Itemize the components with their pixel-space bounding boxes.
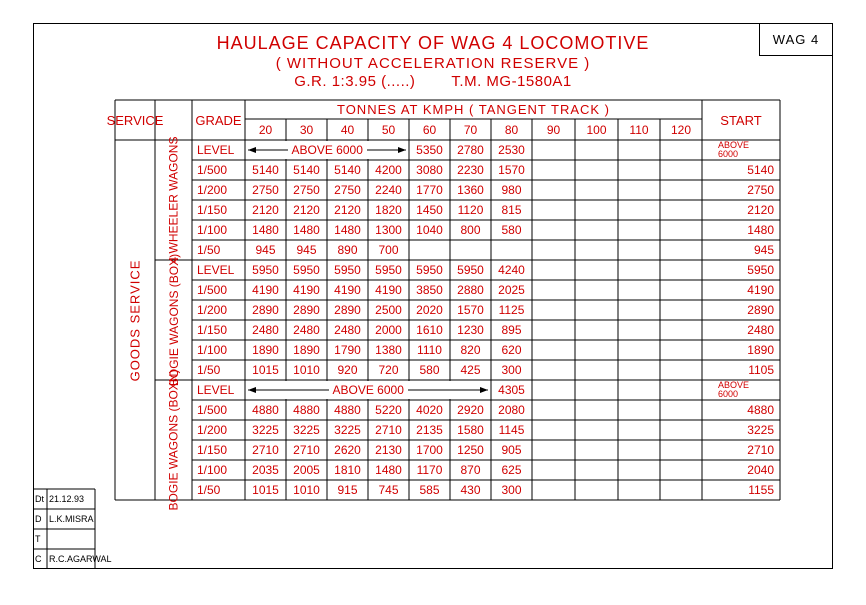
value-cell: 2780	[457, 143, 484, 157]
value-cell: 2120	[293, 203, 320, 217]
value-cell: 1170	[416, 463, 443, 477]
header-start: START	[720, 112, 762, 128]
start-cell: 945	[753, 243, 774, 257]
header-speed: 40	[340, 122, 355, 137]
value-cell: 2890	[293, 303, 320, 317]
grade-cell: LEVEL	[197, 383, 235, 397]
value-cell: 1015	[252, 363, 279, 377]
title-block-code: C	[35, 554, 42, 564]
value-cell: 5950	[334, 263, 361, 277]
value-cell: 980	[501, 183, 522, 197]
grade-cell: 1/500	[197, 403, 228, 417]
title-block-code: Dt	[35, 494, 44, 504]
start-cell	[702, 380, 780, 400]
value-cell: 1480	[293, 223, 320, 237]
grade-cell: 1/50	[197, 483, 221, 497]
value-cell: 1450	[416, 203, 443, 217]
service-label: GOODS SERVICE	[127, 259, 143, 381]
value-cell: 2710	[293, 443, 320, 457]
value-cell: 3225	[334, 423, 361, 437]
span-label: ABOVE 6000	[288, 144, 367, 156]
value-cell: 2710	[252, 443, 279, 457]
header-speed: 120	[670, 122, 692, 137]
value-cell: 800	[460, 223, 481, 237]
value-cell: 1250	[457, 443, 484, 457]
value-cell: 1570	[498, 163, 525, 177]
start-cell	[702, 140, 780, 160]
start-cell: 2750	[747, 183, 774, 197]
value-cell: 2020	[416, 303, 443, 317]
start-cell: 2040	[747, 463, 774, 477]
start-cell: 1155	[748, 483, 774, 497]
title-block-value: R.C.AGARWAL	[49, 554, 112, 564]
value-cell: 1360	[457, 183, 484, 197]
header-speed: 20	[258, 122, 273, 137]
group-label: BOGIE WAGONS (BOX)	[166, 253, 181, 387]
grade-cell: 1/200	[197, 303, 228, 317]
value-cell: 700	[378, 243, 399, 257]
value-cell: 1380	[375, 343, 402, 357]
value-cell: 4880	[334, 403, 361, 417]
header-tonnes: TONNES AT KMPH ( TANGENT TRACK )	[336, 102, 611, 117]
value-cell: 1480	[252, 223, 279, 237]
value-cell: 915	[337, 483, 358, 497]
value-cell: 2240	[375, 183, 402, 197]
value-cell: 2480	[293, 323, 320, 337]
value-cell: 1015	[252, 483, 279, 497]
header-speed: 60	[422, 122, 437, 137]
start-cell: 5140	[747, 163, 774, 177]
value-cell: 425	[460, 363, 481, 377]
value-cell: 5950	[293, 263, 320, 277]
value-cell: 620	[501, 343, 522, 357]
grade-cell: 1/150	[197, 443, 228, 457]
value-cell: 1300	[375, 223, 402, 237]
value-cell: 2025	[498, 283, 525, 297]
value-cell: 2890	[252, 303, 279, 317]
value-cell: 5950	[375, 263, 402, 277]
value-cell: 2750	[252, 183, 279, 197]
value-cell: 1790	[334, 343, 361, 357]
value-cell: 905	[501, 443, 522, 457]
header-grade: GRADE	[195, 112, 242, 128]
start-cell: 1480	[747, 223, 774, 237]
value-cell: 815	[501, 203, 522, 217]
value-cell: 890	[337, 243, 358, 257]
value-cell: 2530	[498, 143, 525, 157]
start-cell: 2890	[747, 303, 774, 317]
value-cell: 2890	[334, 303, 361, 317]
value-cell: 5950	[457, 263, 484, 277]
group-label: BOGIE WAGONS (BOXN)	[166, 369, 181, 511]
grade-cell: 1/200	[197, 423, 228, 437]
value-cell: 5140	[334, 163, 361, 177]
sheet-tag: WAG 4	[759, 23, 833, 56]
value-cell: 3225	[293, 423, 320, 437]
value-cell: 5350	[416, 143, 443, 157]
value-cell: 945	[255, 243, 276, 257]
value-cell: 580	[419, 363, 440, 377]
traction-motor: T.M. MG-1580A1	[451, 73, 572, 90]
value-cell: 1110	[417, 343, 442, 357]
value-cell: 2480	[334, 323, 361, 337]
grade-cell: 1/500	[197, 163, 228, 177]
value-cell: 625	[501, 463, 522, 477]
value-cell: 4200	[375, 163, 402, 177]
value-cell: 1125	[498, 303, 525, 317]
start-cell: 2710	[747, 443, 774, 457]
header-speed: 70	[463, 122, 478, 137]
value-cell: 720	[378, 363, 399, 377]
value-cell: 2130	[375, 443, 402, 457]
value-cell: 2480	[252, 323, 279, 337]
value-cell: 1120	[457, 203, 484, 217]
value-cell: 2000	[375, 323, 402, 337]
header-speed: 30	[299, 122, 314, 137]
value-cell: 1480	[334, 223, 361, 237]
value-cell: 5950	[416, 263, 443, 277]
value-cell: 1010	[293, 483, 320, 497]
value-cell: 1700	[416, 443, 443, 457]
start-cell: 2120	[747, 203, 774, 217]
grade-cell: 1/50	[197, 363, 221, 377]
value-cell: 4240	[498, 263, 525, 277]
value-cell: 1890	[293, 343, 320, 357]
value-cell: 4020	[416, 403, 443, 417]
grade-cell: 1/100	[197, 223, 228, 237]
value-cell: 4880	[293, 403, 320, 417]
value-cell: 4190	[293, 283, 320, 297]
value-cell: 4190	[252, 283, 279, 297]
header-speed: 80	[504, 122, 519, 137]
value-cell: 1040	[416, 223, 443, 237]
value-cell: 3850	[416, 283, 443, 297]
header-service: SERVICE	[106, 112, 164, 128]
title-block-code: D	[35, 514, 42, 524]
value-cell: 5140	[252, 163, 279, 177]
start-cell: 2480	[747, 323, 774, 337]
value-cell: 2620	[334, 443, 361, 457]
value-cell: 2750	[293, 183, 320, 197]
value-cell: 1580	[457, 423, 484, 437]
value-cell: 1480	[375, 463, 402, 477]
value-cell: 1010	[293, 363, 320, 377]
grade-cell: 1/150	[197, 323, 228, 337]
value-cell: 870	[460, 463, 481, 477]
value-cell: 1570	[457, 303, 484, 317]
grade-cell: 1/50	[197, 243, 221, 257]
header-speed: 50	[381, 122, 396, 137]
value-cell: 1810	[334, 463, 361, 477]
value-cell: 300	[501, 483, 522, 497]
value-cell: 2120	[252, 203, 279, 217]
title-block-value: L.K.MISRA	[49, 514, 94, 524]
header-speed: 110	[629, 122, 649, 137]
start-cell: 1105	[748, 363, 774, 377]
span-label: ABOVE 6000	[329, 384, 408, 396]
value-cell: 2500	[375, 303, 402, 317]
value-cell: 2710	[375, 423, 402, 437]
value-cell: 2230	[457, 163, 484, 177]
value-cell: 1820	[375, 203, 402, 217]
start-cell: 3225	[747, 423, 774, 437]
start-cell: 5950	[747, 263, 774, 277]
value-cell: 430	[460, 483, 481, 497]
value-cell: 5950	[252, 263, 279, 277]
value-cell: 3080	[416, 163, 443, 177]
value-cell: 2035	[252, 463, 279, 477]
value-cell: 5220	[375, 403, 402, 417]
header-speed: 100	[586, 122, 607, 137]
value-cell: 2920	[457, 403, 484, 417]
value-cell: 2080	[498, 403, 525, 417]
value-cell: 2880	[457, 283, 484, 297]
grade-cell: 1/150	[197, 203, 228, 217]
value-cell: 2135	[416, 423, 443, 437]
value-cell: 300	[501, 363, 522, 377]
start-cell: 4880	[747, 403, 774, 417]
title-main: HAULAGE CAPACITY OF WAG 4 LOCOMOTIVE	[216, 33, 650, 53]
value-cell: 1610	[416, 323, 443, 337]
group-label: 4 WHEELER WAGONS	[166, 136, 181, 264]
title-block-value: 21.12.93	[49, 494, 85, 504]
value-cell: 2120	[334, 203, 361, 217]
value-cell: 3225	[252, 423, 279, 437]
grade-cell: 1/100	[197, 463, 228, 477]
value-cell: 2005	[293, 463, 320, 477]
grade-cell: LEVEL	[197, 263, 235, 277]
value-cell: 1230	[457, 323, 484, 337]
value-cell: 2750	[334, 183, 361, 197]
title-subtitle: ( WITHOUT ACCELERATION RESERVE )	[275, 55, 591, 72]
start-cell-part: ABOVE	[718, 140, 750, 151]
value-cell: 4880	[252, 403, 279, 417]
value-cell: 820	[460, 343, 481, 357]
value-cell: 585	[419, 483, 440, 497]
start-cell: 4190	[747, 283, 774, 297]
value-cell: 4190	[334, 283, 361, 297]
value-cell: 1145	[498, 423, 525, 437]
value-cell: 895	[501, 323, 522, 337]
value-cell: 1890	[252, 343, 279, 357]
grade-cell: 1/200	[197, 183, 228, 197]
value-cell: 945	[296, 243, 317, 257]
start-cell-part: 6000	[718, 149, 739, 159]
value-cell: 5140	[293, 163, 320, 177]
gear-ratio: G.R. 1:3.95 (.....)	[294, 73, 416, 90]
start-cell-part: ABOVE	[718, 380, 750, 391]
grade-cell: 1/100	[197, 343, 228, 357]
value-cell: 580	[501, 223, 522, 237]
start-cell-part: 6000	[718, 389, 739, 399]
value-cell: 920	[337, 363, 358, 377]
value-cell: 4305	[498, 383, 525, 397]
value-cell: 4190	[375, 283, 402, 297]
value-cell: 1770	[416, 183, 443, 197]
grade-cell: LEVEL	[197, 143, 235, 157]
value-cell: 745	[378, 483, 399, 497]
grade-cell: 1/500	[197, 283, 228, 297]
header-speed: 90	[546, 122, 561, 137]
start-cell: 1890	[747, 343, 774, 357]
title-block-code: T	[35, 534, 41, 544]
